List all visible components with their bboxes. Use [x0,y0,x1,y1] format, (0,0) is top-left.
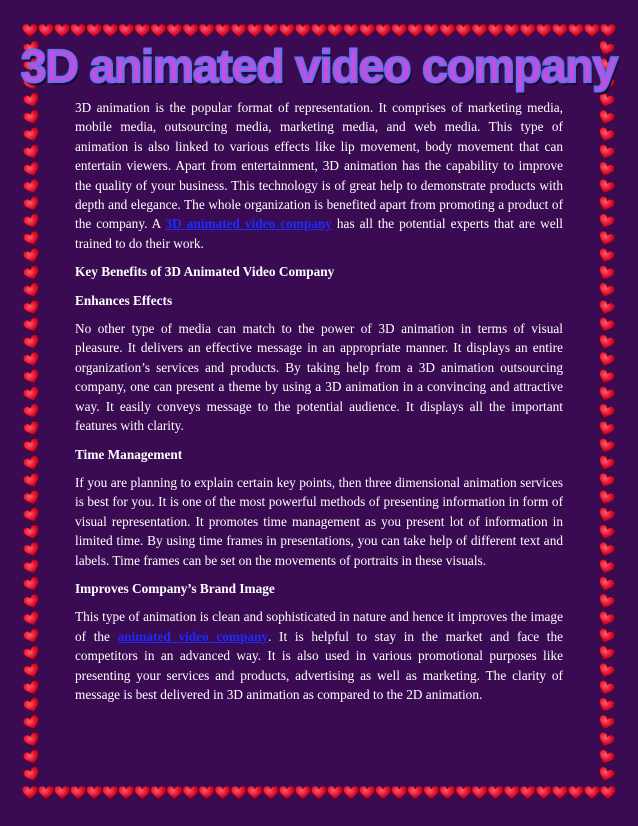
heart-icon [103,786,119,799]
heart-icon [597,455,616,473]
heart-icon [22,731,41,749]
heart-icon [520,786,536,799]
heart-icon [231,786,247,799]
heart-icon [597,489,616,507]
heart-icon [600,786,616,799]
heart-icon [568,786,584,799]
heart-icon [199,786,215,799]
heart-icon [22,299,41,317]
heart-icon [22,161,41,179]
heart-icon [597,662,616,680]
heart-icon [22,524,41,542]
heart-icon [327,786,343,799]
intro-text-end: has all the potential experts that are well trained to do their work. [75,216,564,251]
page-title: 3D animated video company [20,40,618,92]
heart-icon [375,786,391,799]
heart-icon [279,786,295,799]
heart-icon [597,748,616,766]
heart-icon [22,195,41,213]
heart-icon [597,541,616,559]
heart-icon [597,195,616,213]
heart-icon [119,786,135,799]
brand-paragraph [75,607,563,704]
heart-icon [536,786,552,799]
heart-icon [597,714,616,732]
heart-icon [22,766,41,784]
heart-icon [22,627,41,645]
enhances-paragraph: No other type of media can match to the power of 3D animation in terms of visual pleasure. It delivers an effective message in an appropriate manner. It displays an entire organization’s services and products. By taking help from a 3D animation outsourcing company, one can present a theme by using a 3D animation in a convincing and attractive way. It easily conveys message to the potential audience. It displays all the important features with clarity. [75,321,563,434]
heart-icon [552,786,568,799]
heart-icon [597,472,616,490]
heart-icon [70,786,86,799]
heart-icon [597,282,616,300]
heart-icon [22,213,41,231]
key-benefits-heading: Key Benefits of 3D Animated Video Company [75,264,335,280]
heart-icon [22,385,41,403]
heart-icon [597,403,616,421]
heart-icon [22,143,41,161]
heart-icon [597,316,616,334]
heart-icon [597,161,616,179]
heart-icon [359,786,375,799]
heart-icon [22,541,41,559]
article-body [75,98,563,704]
heart-icon [22,455,41,473]
heart-icon [22,351,41,369]
heart-icon [135,786,151,799]
heart-icon [22,334,41,352]
heart-icon [22,679,41,697]
heart-icon [597,299,616,317]
heart-icon [343,786,359,799]
heart-icon [597,264,616,282]
heart-icon [295,786,311,799]
heart-icon [597,126,616,144]
heart-icon [408,786,424,799]
heart-icon [597,420,616,438]
heart-icon [488,786,504,799]
heart-icon [22,472,41,490]
intro-paragraph [75,98,563,253]
heart-icon [597,697,616,715]
heart-icon [22,247,41,265]
brand-heading: Improves Company’s Brand Image [75,580,275,596]
heart-icon [311,786,327,799]
heart-icon [22,593,41,611]
brand-link[interactable]: animated video company [117,628,269,644]
heart-icon [504,786,520,799]
heart-icon [54,786,70,799]
heart-icon [22,506,41,524]
heart-icon [597,351,616,369]
heart-icon [22,645,41,663]
heart-icon [22,714,41,732]
intro-text: 3D animation is the popular format of representation. It comprises of marketing media, mobile media, outsourcing media, marketing media, and web media. This type of animation is also linked to various effects like lip movement, body movement that can entertain viewers. Apart from entertainment, 3D animation has the capability to improve the quality of your business. This technology is of great help to demonstrate products with depth and elegance. The whole organization is benefited apart from promoting a product of the company. A [75,100,563,232]
brand-text: This type of animation is clean and sophisticated in nature and hence it improves the image of the [75,609,563,644]
heart-icon [597,627,616,645]
heart-icon [597,766,616,784]
heart-icon [151,786,167,799]
heart-icon [22,662,41,680]
heart-icon [22,786,38,799]
heart-icon [440,786,456,799]
heart-icon [597,679,616,697]
heart-icon [22,420,41,438]
time-paragraph: If you are planning to explain certain key points, then three dimensional animation services is best for you. It is one of the most powerful methods of presenting information in form of visual representation. It promotes time management as you present lot of information in limited time. By using time frames in presentations, you can take help of different text and labels. Time frames can be set on the movements of portraits in these visuals. [75,474,563,568]
heart-icon [597,731,616,749]
heart-icon [22,489,41,507]
heart-icon [597,576,616,594]
intro-link[interactable]: 3D animated video company [165,216,332,232]
heart-icon [215,786,231,799]
heart-icon [597,368,616,386]
heart-icon [22,264,41,282]
heart-icon [22,610,41,628]
heart-icon [22,558,41,576]
heart-icon [597,558,616,576]
heart-icon [22,403,41,421]
heart-icon [247,786,263,799]
heart-icon [38,786,54,799]
heart-icon [22,748,41,766]
heart-icon [22,368,41,386]
heart-icon [22,109,41,127]
heart-icon [597,437,616,455]
brand-text-end: . It is helpful to stay in the market and face the competitors in an advanced way. It is also used in various promotional purposes like presenting your services and products, advertising as well as marketing. The clarity of message is best delivered in 3D animation as compared to the 2D animation. [75,628,563,702]
heart-icon [456,786,472,799]
heart-icon [22,437,41,455]
enhances-heading: Enhances Effects [75,292,173,308]
heart-icon [22,230,41,248]
heart-icon [183,786,199,799]
heart-icon [22,178,41,196]
heart-icon [597,213,616,231]
heart-icon [86,786,102,799]
heart-icon [472,786,488,799]
heart-icon [22,282,41,300]
heart-icon [597,334,616,352]
heart-icon [597,610,616,628]
heart-icon [22,576,41,594]
heart-icon [597,593,616,611]
heart-icon [263,786,279,799]
heart-icon [424,786,440,799]
heart-icon [392,786,408,799]
heart-icon [22,126,41,144]
time-heading: Time Management [75,446,183,462]
heart-icon [597,230,616,248]
heart-icon [584,786,600,799]
heart-icon [597,178,616,196]
heart-icon [597,645,616,663]
heart-icon [22,697,41,715]
heart-icon [597,109,616,127]
heart-icon [167,786,183,799]
heart-icon [597,506,616,524]
heart-icon [597,524,616,542]
heart-icon [22,316,41,334]
heart-icon [597,143,616,161]
heart-icon [597,247,616,265]
heart-icon [597,385,616,403]
